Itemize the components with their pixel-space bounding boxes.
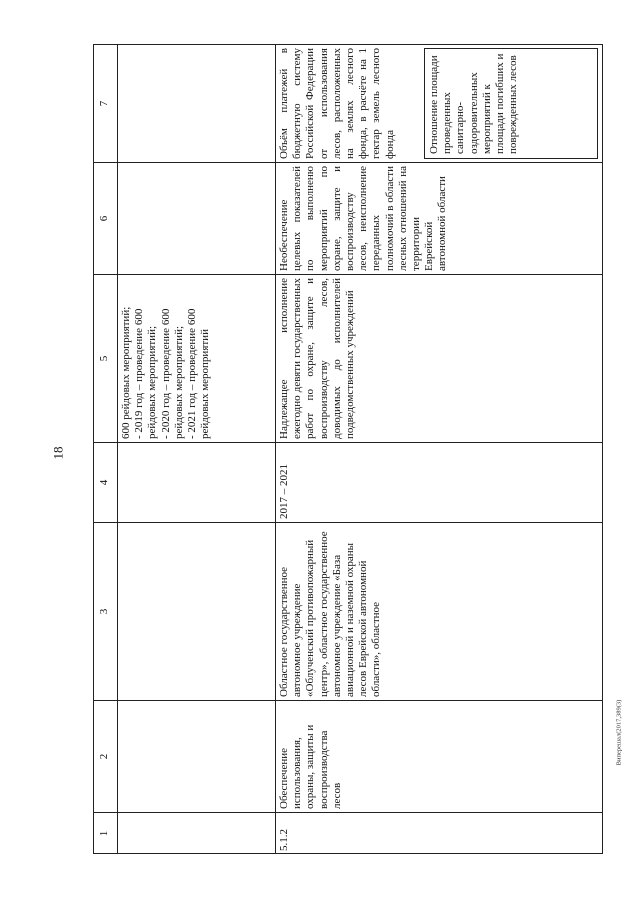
cont-col-1 — [118, 812, 276, 854]
footer-stamp-text: Виперешал(2017,389(3) — [615, 699, 623, 765]
row-name: Обеспечение использования, охраны, защиты и воспроизводства лесов — [276, 700, 603, 812]
page-number-text: 18 — [50, 446, 65, 460]
row-expected-result: Надлежащее исполнение ежегодно девяти государственных работ по охране, защите и воспроизводству лесов, доводимых до исполнителей подведомственных учреждений — [276, 274, 603, 442]
header-col-4: 4 — [93, 442, 118, 522]
footer-stamp — [612, 618, 626, 846]
cont-col-2 — [118, 700, 276, 812]
cont-col-3 — [118, 522, 276, 700]
row-executor: Областное государственное автономное учреждение «Облученский противопожарный центр», областное государственное автономное учреждение «База авиационной и наземной охраны лесов Еврейской автономной области», областное — [276, 522, 603, 700]
page-number — [48, 438, 68, 468]
cont-col-6 — [118, 162, 276, 274]
header-col-5: 5 — [93, 274, 118, 442]
row-indicators — [276, 44, 603, 162]
header-col-1: 1 — [93, 812, 118, 854]
cont-col-4 — [118, 442, 276, 522]
table-row-continuation — [118, 44, 276, 854]
row-consequences: Необеспечение целевых показателей по выполненю мероприятий по охране, защите и воспроизводству лесов, неисполнение переданных полномочий в области лесных отношений на территории Еврейской автономной области — [276, 162, 603, 274]
header-col-2: 2 — [93, 700, 118, 812]
row-period: 2017 – 2021 — [276, 442, 603, 522]
indicator-sanitary: Отношение площади проведенных санитарно-оздоровительных мероприятий к площади погибших и поврежденных лесов — [424, 48, 598, 159]
header-col-3: 3 — [93, 522, 118, 700]
table-header-row — [93, 44, 118, 854]
table-row-5-1-2 — [276, 44, 603, 854]
program-table — [93, 44, 603, 854]
cont-col-5-text: 600 рейдовых мероприятий; - 2019 год – проведение 600 рейдовых мероприятий; - 2020 год – проведение 600 рейдовых мероприятий; - 2021 год – проведение 600 рейдовых мероприятий — [118, 274, 276, 442]
header-col-6: 6 — [93, 162, 118, 274]
header-col-7: 7 — [93, 44, 118, 162]
row-number: 5.1.2 — [276, 812, 603, 854]
indicator-payments: Объём платежей в бюджетную систему Российской Федерации от использования лесов, расположенных на землях лесного фонда, в расчёте на 1 гектар земель лесного фонда — [278, 48, 396, 159]
program-table-wrapper — [93, 44, 603, 854]
cont-col-7 — [118, 44, 276, 162]
